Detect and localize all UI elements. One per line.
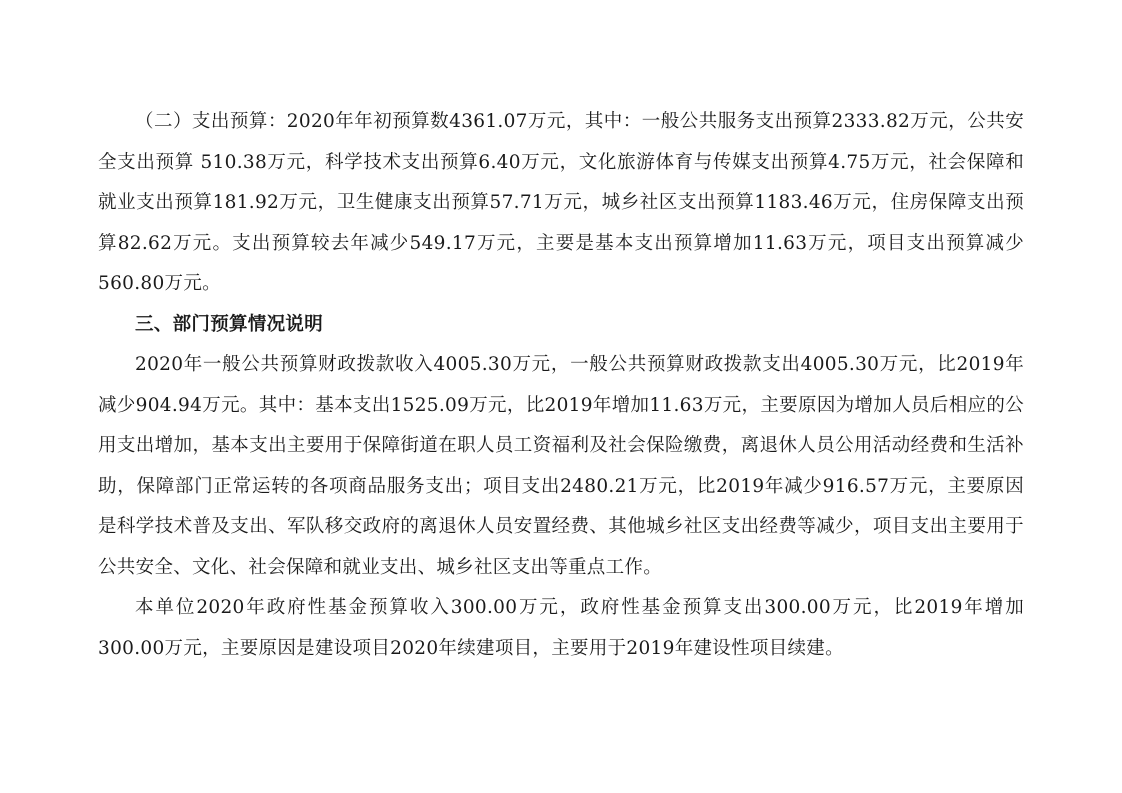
document-page: [98, 102, 1024, 669]
general-budget-paragraph: 2020年一般公共预算财政拨款收入4005.30万元，一般公共预算财政拨款支出4005.30万元，比2019年减少904.94万元。其中：基本支出1525.09万元，比2019年增加11.63万元，主要原因为增加人员后相应的公用支出增加，基本支出主要用于保障街道在职人员工资福利及社会保险缴费，离退休人员公用活动经费和生活补助，保障部门正常运转的各项商品服务支出；项目支出2480.21万元，比2019年减少916.57万元，主要原因是科学技术普及支出、军队移交政府的离退休人员安置经费、其他城乡社区支出经费等减少，项目支出主要用于公共安全、文化、社会保障和就业支出、城乡社区支出等重点工作。: [98, 354, 1024, 578]
section-heading: 三、部门预算情况说明: [135, 313, 324, 335]
government-fund-paragraph: 本单位2020年政府性基金预算收入300.00万元，政府性基金预算支出300.00万元，比2019年增加300.00万元，主要原因是建设项目2020年续建项目，主要用于2019年建设性项目续建。: [98, 597, 1024, 659]
expense-budget-paragraph: （二）支出预算：2020年年初预算数4361.07万元，其中：一般公共服务支出预算2333.82万元，公共安全支出预算 510.38万元，科学技术支出预算6.40万元，文化旅游体育与传媒支出预算4.75万元，社会保障和就业支出预算181.92万元，卫生健康支出预算57.71万元，城乡社区支出预算1183.46万元，住房保障支出预算82.62万元。支出预算较去年减少549.17万元，主要是基本支出预算增加11.63万元，项目支出预算减少560.80万元。: [98, 111, 1024, 294]
